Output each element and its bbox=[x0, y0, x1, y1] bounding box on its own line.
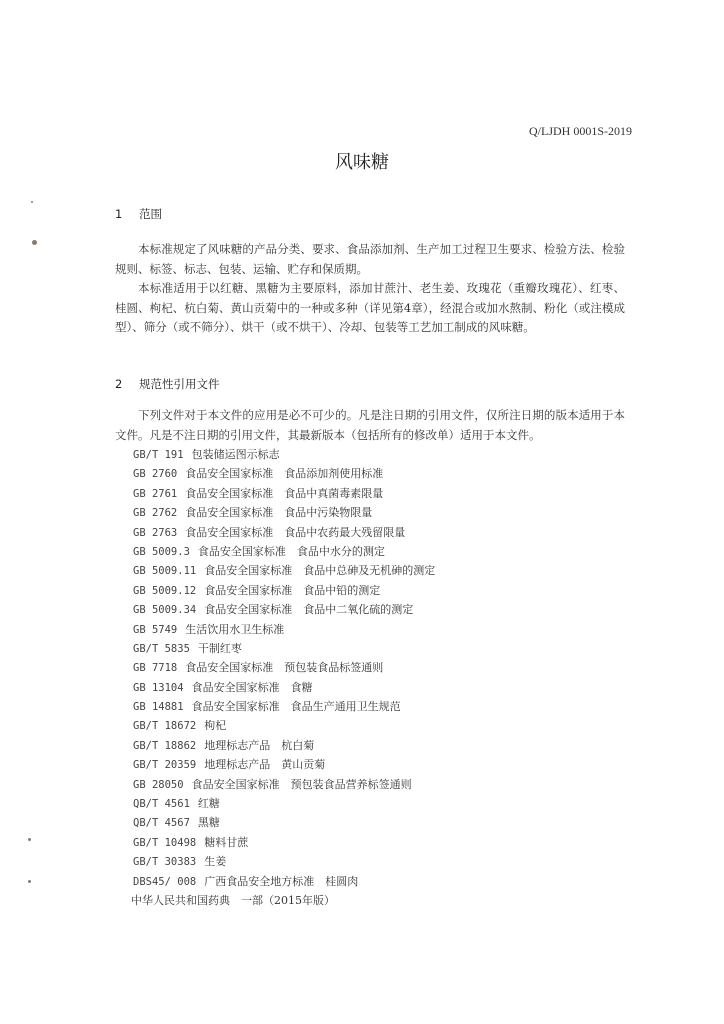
section-1-heading bbox=[115, 206, 162, 222]
reference-item bbox=[133, 794, 435, 813]
reference-item bbox=[133, 464, 435, 483]
reference-list bbox=[133, 445, 435, 910]
reference-title: 食品安全国家标准 食品中总砷及无机砷的测定 bbox=[204, 564, 436, 578]
paragraph: 下列文件对于本文件的应用是必不可少的。凡是注日期的引用文件，仅所注日期的版本适用于本文件。凡是不注日期的引用文件，其最新版本（包括所有的修改单）适用于本文件。 bbox=[115, 408, 625, 442]
reference-title: 食品安全国家标准 食品中污染物限量 bbox=[185, 506, 373, 520]
reference-title: 广西食品安全地方标准 桂圆肉 bbox=[204, 874, 359, 888]
section-title: 范围 bbox=[139, 207, 162, 221]
reference-title: 干制红枣 bbox=[197, 641, 242, 655]
reference-title: 地理标志产品 黄山贡菊 bbox=[204, 758, 326, 772]
standard-code: Q/LJDH 0001S-2019 bbox=[528, 124, 632, 138]
reference-code: GB 2762 bbox=[133, 507, 178, 520]
reference-code: GB/T 10498 bbox=[133, 836, 197, 849]
reference-item bbox=[133, 852, 435, 871]
reference-item bbox=[133, 542, 435, 561]
reference-item bbox=[133, 716, 435, 735]
reference-item bbox=[133, 503, 435, 522]
reference-title: 生活饮用水卫生标准 bbox=[185, 622, 285, 636]
reference-title: 糖料甘蔗 bbox=[204, 835, 249, 849]
scan-mark bbox=[31, 201, 33, 203]
reference-title: 食品安全国家标准 食品中水分的测定 bbox=[197, 544, 385, 558]
reference-code: GB 7718 bbox=[133, 662, 178, 675]
reference-title: 地理标志产品 杭白菊 bbox=[204, 738, 315, 752]
reference-title: 食品安全国家标准 食品中农药最大残留限量 bbox=[185, 525, 406, 539]
reference-item bbox=[133, 872, 435, 891]
reference-title: 食品安全国家标准 食品中二氧化硫的测定 bbox=[204, 603, 414, 617]
reference-title: 食品安全国家标准 食品中真菌毒素限量 bbox=[185, 486, 384, 500]
section-number: 2 bbox=[115, 377, 123, 391]
reference-code: GB/T 18672 bbox=[133, 720, 197, 733]
reference-item bbox=[133, 833, 435, 852]
reference-item bbox=[133, 523, 435, 542]
reference-title: 红糖 bbox=[197, 797, 220, 811]
reference-code: QB/T 4567 bbox=[133, 817, 190, 830]
reference-item bbox=[133, 678, 435, 697]
reference-code: GB/T 191 bbox=[133, 449, 184, 461]
section-number: 1 bbox=[115, 207, 123, 221]
reference-code: GB 5749 bbox=[133, 623, 178, 636]
reference-code: GB 5009.3 bbox=[133, 545, 190, 558]
paragraph: 本标准规定了风味糖的产品分类、要求、食品添加剂、生产加工过程卫生要求、检验方法、检验规则、标签、标志、包装、运输、贮存和保质期。 bbox=[115, 242, 625, 276]
section-2-heading bbox=[115, 376, 220, 392]
reference-title: 食品安全国家标准 预包装食品营养标签通则 bbox=[191, 777, 412, 791]
scan-mark bbox=[32, 240, 37, 245]
reference-item bbox=[133, 697, 435, 716]
scan-mark bbox=[28, 880, 31, 883]
reference-title: 黑糖 bbox=[197, 816, 220, 830]
document-title: 风味糖 bbox=[335, 152, 389, 173]
reference-code: GB 5009.12 bbox=[133, 584, 197, 597]
reference-code: GB 13104 bbox=[133, 681, 184, 694]
reference-title: 食品安全国家标准 食品添加剂使用标准 bbox=[185, 467, 384, 481]
reference-item bbox=[133, 813, 435, 832]
reference-code: DBS45/ 008 bbox=[133, 875, 197, 888]
reference-code: GB/T 30383 bbox=[133, 856, 197, 869]
reference-title: 食品安全国家标准 食品生产通用卫生规范 bbox=[191, 700, 401, 714]
scan-mark bbox=[28, 838, 31, 841]
reference-code: GB/T 18862 bbox=[133, 739, 197, 752]
reference-title: 食品安全国家标准 食品中铅的测定 bbox=[204, 583, 381, 597]
reference-title: 食品安全国家标准 食糖 bbox=[191, 680, 313, 694]
section-title: 规范性引用文件 bbox=[139, 377, 220, 391]
reference-code: QB/T 4561 bbox=[133, 798, 190, 811]
reference-code: GB 2761 bbox=[133, 487, 178, 500]
reference-item bbox=[133, 658, 435, 677]
reference-code: GB 5009.11 bbox=[133, 565, 197, 578]
reference-item bbox=[131, 891, 435, 910]
reference-code: GB 5009.34 bbox=[133, 604, 197, 617]
reference-item bbox=[133, 736, 435, 755]
reference-item bbox=[133, 600, 435, 619]
reference-title: 枸杞 bbox=[204, 719, 227, 733]
reference-title: 中华人民共和国药典 一部（2015年版） bbox=[131, 893, 335, 907]
reference-title: 食品安全国家标准 预包装食品标签通则 bbox=[185, 661, 384, 675]
reference-item bbox=[133, 775, 435, 794]
reference-item bbox=[133, 639, 435, 658]
reference-code: GB 14881 bbox=[133, 701, 184, 714]
reference-code: GB/T 20359 bbox=[133, 759, 197, 772]
reference-item bbox=[133, 561, 435, 580]
reference-title: 包装储运图示标志 bbox=[191, 448, 280, 461]
reference-title: 生姜 bbox=[204, 855, 227, 869]
paragraph: 本标准适用于以红糖、黑糖为主要原料，添加甘蔗汁、老生姜、玫瑰花（重瓣玫瑰花）、红枣、桂圆、枸杞、杭白菊、黄山贡菊中的一种或多种（详见第4章），经混合或加水熬制、粉化（或注模成型）、筛分（或不筛分）、烘干（或不烘干）、冷却、包装等工艺加工制成的风味糖。 bbox=[115, 281, 625, 334]
reference-code: GB/T 5835 bbox=[133, 642, 190, 655]
reference-code: GB 2763 bbox=[133, 526, 178, 539]
reference-code: GB 28050 bbox=[133, 778, 184, 791]
reference-item bbox=[133, 581, 435, 600]
reference-item bbox=[133, 484, 435, 503]
reference-item bbox=[133, 620, 435, 639]
reference-item bbox=[133, 755, 435, 774]
reference-code: GB 2760 bbox=[133, 468, 178, 481]
reference-item bbox=[133, 445, 435, 464]
